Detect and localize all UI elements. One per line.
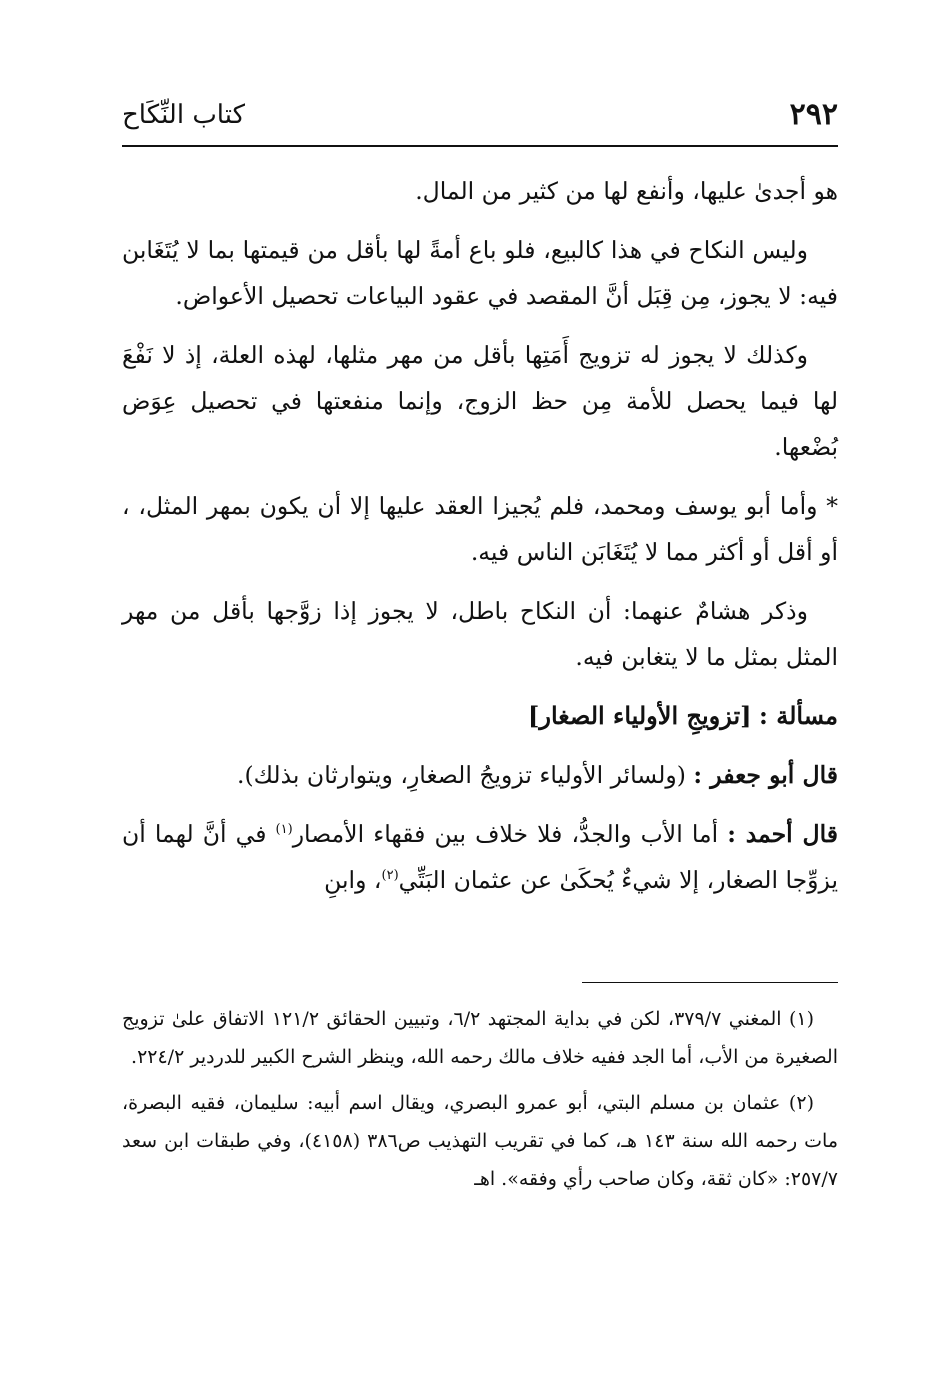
paragraph-1: هو أجدىٰ عليها، وأنفع لها من كثير من المال.	[415, 177, 838, 205]
section-heading-label: مسألة :	[759, 701, 838, 730]
paragraph-7-text: ، وابنِ	[324, 866, 382, 894]
footnote-1: (١) المغني ٣٧٩/٧، لكن في بداية المجتهد ٦/٢، وتبيين الحقائق ١٢١/٢ الاتفاق علىٰ تزويج الصغيرة من الأب، أما الجد ففيه خلاف مالك رحمه الله، وينظر الشرح الكبير للدردير ٢٢٤/٢.	[122, 1008, 838, 1068]
paragraph-7	[122, 811, 838, 903]
paragraph-7-text: أما الأب والجدُّ، فلا خلاف بين فقهاء الأمصار	[292, 820, 719, 848]
paragraph-2: وليس النكاح في هذا كالبيع، فلو باع أمةً لها بأقل من قيمتها بما لا يُتَغَابن فيه: لا يجوز، مِن قِبَل أنَّ المقصد في عقود البياعات تحصيل الأعواض.	[122, 236, 838, 310]
header-divider	[122, 145, 838, 147]
section-heading	[122, 693, 838, 739]
paragraph-7-text: في أنَّ لهما أن يزوِّجا الصغار، إلا شيءٌ يُحكَىٰ عن عثمان البَتِّي	[122, 820, 838, 894]
paragraph-3: وكذلك لا يجوز له تزويج أَمَتِها بأقل من مهر مثلها، لهذه العلة، إذ لا نَفْعَ لها فيما يحصل للأمة مِن حظ الزوج، وإنما منفعتها في تحصيل عِوَض بُضْعها.	[122, 341, 838, 461]
main-text	[122, 168, 838, 916]
page-header	[122, 92, 838, 138]
running-title: كتاب النِّكَاح	[122, 100, 245, 130]
paragraph-6	[122, 752, 838, 798]
speaker-label: قال أحمد :	[727, 820, 838, 848]
page-number: ٢٩٢	[789, 97, 838, 132]
speaker-label: قال أبو جعفر :	[693, 761, 838, 789]
footnote-ref-1[interactable]: (١)	[275, 822, 293, 838]
footnote-divider	[582, 982, 838, 983]
paragraph-5: وذكر هشامٌ عنهما: أن النكاح باطل، لا يجوز إذا زوَّجها بأقل من مهر المثل بمثل ما لا يتغابن فيه.	[122, 597, 838, 671]
paragraph-4: * وأما أبو يوسف ومحمد، فلم يُجيزا العقد عليها إلا أن يكون بمهر المثل، ، أو أقل أو أكثر مما لا يُتَغَابَن الناس فيه.	[122, 492, 838, 566]
footnote-ref-2[interactable]: (٢)	[381, 868, 399, 884]
section-heading-title: [تزويجِ الأولياء الصغار]	[528, 701, 752, 730]
quoted-text: (ولسائر الأولياء تزويجُ الصغارِ، ويتوارثان بذلك).	[236, 761, 686, 789]
footnote-2: (٢) عثمان بن مسلم البتي، أبو عمرو البصري، ويقال اسم أبيه: سليمان، فقيه البصرة، مات رحمه الله سنة ١٤٣ هـ، كما في تقريب التهذيب ص٣٨٦ (٤١٥٨)، وفي طبقات ابن سعد ٢٥٧/٧: «كان ثقة، وكان صاحب رأي وفقه». اهـ	[122, 1092, 839, 1190]
footnotes	[122, 1000, 838, 1206]
